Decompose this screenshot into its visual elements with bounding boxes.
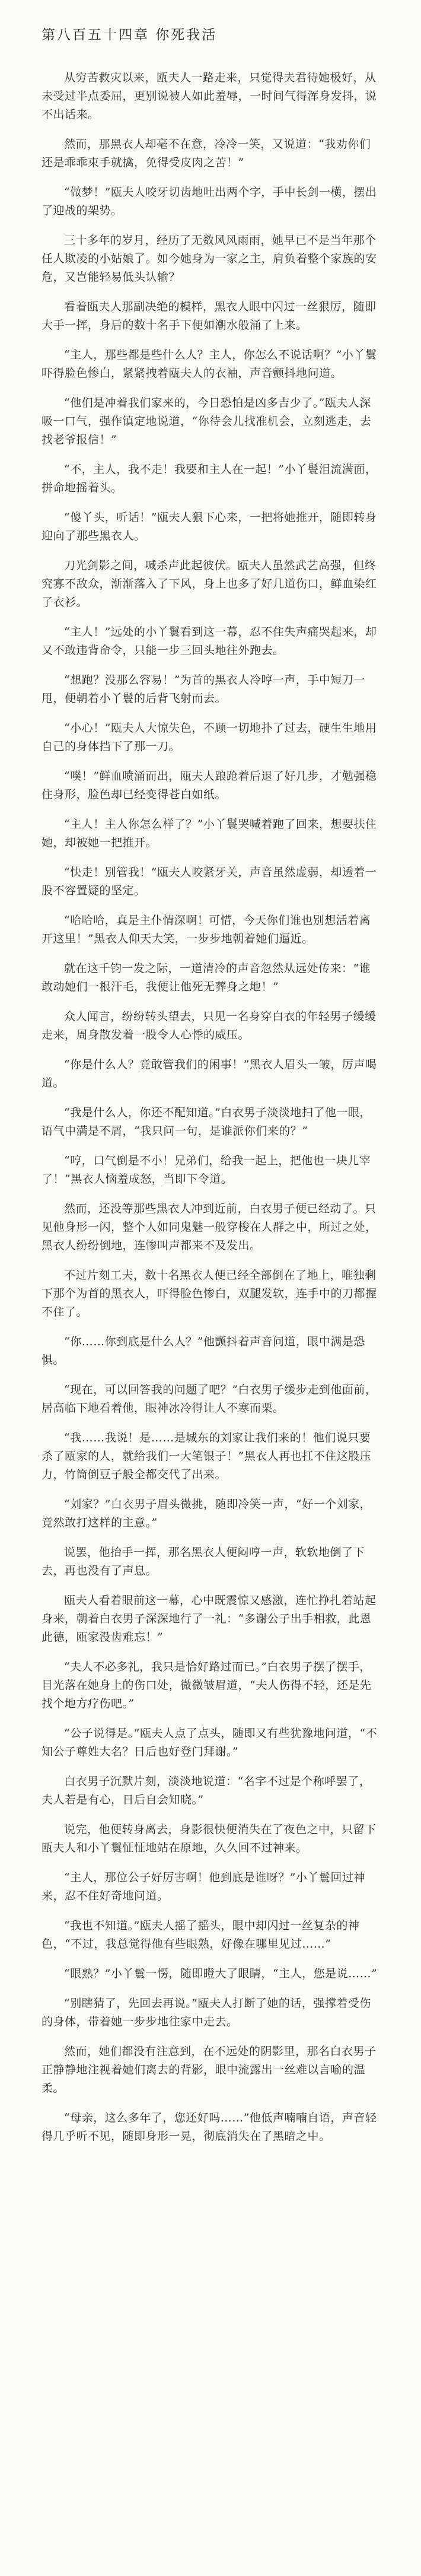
chapter-paragraph: 然而，那黑衣人却毫不在意，冷冷一笑，又说道：“我劝你们还是乖乖束手就擒，免得受皮肉之苦！”: [42, 138, 371, 169]
chapter-paragraph: “我……我说！是……是城东的刘家让我们来的！他们说只要杀了瓯家的人，就给我们一大笔银子！”黑衣人再也扛不住这股压力，竹筒倒豆子般全都交代了出来。: [42, 1431, 372, 1481]
chapter-paragraph: 说罢，他抬手一挥，那名黑衣人便闷哼一声，软软地倒了下去，再也没有了声息。: [42, 1546, 365, 1577]
chapter-paragraph: “想跑？没那么容易！”为首的黑衣人冷哼一声，手中短刀一甩，便朝着小丫鬟的后背飞射而去。: [42, 674, 365, 705]
chapter-paragraph: 三十多年的岁月，经历了无数风风雨雨，她早已不是当年那个任人欺凌的小姑娘了。如今她身为一家之主，肩负着整个家族的安危，又岂能轻易低头认输？: [42, 234, 377, 284]
chapter-paragraph: “公子说得是。”瓯夫人点了点头，随即又有些犹豫地问道，“不知公子尊姓大名？日后也好登门拜谢。”: [42, 1727, 378, 1758]
chapter-paragraph: “快走！别管我！”瓯夫人咬紧牙关，声音虽然虚弱，却透着一股不容置疑的坚定。: [42, 866, 377, 897]
chapter-paragraph: 看着瓯夫人那副决绝的模样，黑衣人眼中闪过一丝狠厉，随即大手一挥，身后的数十名手下便如潮水般涌了上来。: [42, 300, 377, 332]
chapter-paragraph: “主人，那些都是些什么人？主人，你怎么不说话啊？”小丫鬟吓得脸色惨白，紧紧拽着瓯夫人的衣袖，声音颤抖地问道。: [42, 348, 377, 380]
chapter-paragraph: 从穷苦救灾以来，瓯夫人一路走来，只觉得夫君待她极好，从未受过半点委屈，更别说被人如此羞辱，一时间气得浑身发抖，说不出话来。: [42, 71, 377, 121]
chapter-body: [42, 69, 379, 2146]
chapter-paragraph: “他们是冲着我们家来的，今日恐怕是凶多吉少了。”瓯夫人深吸一口气，强作镇定地说道，“你待会儿找准机会，立刻逃走，去找老爷报信！”: [42, 396, 372, 446]
chapter-paragraph: “主人，那位公子好厉害啊！他到底是谁呀？”小丫鬟回过神来，忍不住好奇地问道。: [42, 1871, 365, 1902]
chapter-paragraph: 说完，他便转身离去，身影很快便消失在了夜色之中，只留下瓯夫人和小丫鬟怔怔地站在原地，久久回不过神来。: [42, 1823, 377, 1854]
chapter-paragraph: 瓯夫人看着眼前这一幕，心中既震惊又感激，连忙挣扎着站起身来，朝着白衣男子深深地行了一礼：“多谢公子出手相救，此恩此德，瓯家没齿难忘！”: [42, 1594, 377, 1644]
chapter-paragraph: “小心！”瓯夫人大惊失色，不顾一切地扑了过去，硬生生地用自己的身体挡下了那一刀。: [42, 722, 377, 753]
chapter-title: 第八百五十四章 你死我活: [42, 27, 218, 43]
chapter-paragraph: “我也不知道。”瓯夫人摇了摇头，眼中却闪过一丝复杂的神色，“不过，我总觉得他有些眼熟，好像在哪里见过……”: [42, 1919, 360, 1951]
chapter-paragraph: “不，主人，我不走！我要和主人在一起！”小丫鬟泪流满面，拼命地摇着头。: [42, 463, 377, 494]
chapter-paragraph: 刀光剑影之间，喊杀声此起彼伏。瓯夫人虽然武艺高强，但终究寡不敌众，渐渐落入了下风，身上也多了好几道伤口，鲜血染红了衣衫。: [42, 559, 377, 609]
chapter-paragraph: “你是什么人？竟敢管我们的闲事！”黑衣人眉头一皱，厉声喝道。: [42, 1058, 377, 1090]
chapter-paragraph: “别瞎猜了，先回去再说。”瓯夫人打断了她的话，强撑着受伤的身体，带着她一步步地往家中走去。: [42, 1997, 371, 2028]
chapter-paragraph: “做梦！”瓯夫人咬牙切齿地吐出两个字，手中长剑一横，摆出了迎战的架势。: [42, 186, 377, 217]
chapter-paragraph: “母亲，这么多年了，您还好吗……”他低声喃喃自语，声音轻得几乎听不见，随即身形一晃，彻底消失在了黑暗之中。: [42, 2111, 377, 2143]
chapter-paragraph: “现在，可以回答我的问题了吧？”白衣男子缓步走到他面前，居高临下地看着他，眼神冰冷得让人不寒而栗。: [42, 1383, 377, 1415]
chapter-paragraph: “刘家？”白衣男子眉头微挑，随即冷笑一声，“好一个刘家，竟然敢打这样的主意。”: [42, 1498, 372, 1529]
chapter-paragraph: “主人！”远处的小丫鬟看到这一幕，忍不住失声痛哭起来，却又不敢违背命令，只能一步三回头地往外跑去。: [42, 625, 377, 657]
chapter-paragraph: 众人闻言，纷纷转头望去，只见一名身穿白衣的年轻男子缓缓走来，周身散发着一股令人心悸的威压。: [42, 1010, 377, 1041]
chapter-paragraph: “噗！”鲜血喷涌而出，瓯夫人踉跄着后退了好几步，才勉强稳住身形，脸色却已经变得苍白如纸。: [42, 770, 377, 801]
chapter-paragraph: “你……你到底是什么人？”他颤抖着声音问道，眼中满是恐惧。: [42, 1335, 365, 1367]
chapter-paragraph: “哈哈哈，真是主仆情深啊！可惜，今天你们谁也别想活着离开这里！”黑衣人仰天大笑，一步步地朝着她们逼近。: [42, 914, 371, 945]
chapter-paragraph: 不过片刻工夫，数十名黑衣人便已经全部倒在了地上，唯独剩下那个为首的黑衣人，吓得脸色惨白，双腿发软，连手中的刀都握不住了。: [42, 1269, 377, 1319]
chapter-paragraph: “我是什么人，你还不配知道。”白衣男子淡淡地扫了他一眼，语气中满是不屑，“我只问一句，是谁派你们来的？”: [42, 1106, 371, 1138]
chapter-paragraph: “傻丫头，听话！”瓯夫人狠下心来，一把将她推开，随即转身迎向了那些黑衣人。: [42, 511, 377, 542]
chapter-paragraph: 然而，还没等那些黑衣人冲到近前，白衣男子便已经动了。只见他身形一闪，整个人如同鬼魅一般穿梭在人群之中，所过之处，黑衣人纷纷倒地，连惨叫声都来不及发出。: [42, 1202, 377, 1252]
chapter-paragraph: 白衣男子沉默片刻，淡淡地说道：“名字不过是个称呼罢了，夫人若是有心，日后自会知晓。”: [42, 1775, 371, 1806]
chapter-paragraph: “夫人不必多礼，我只是恰好路过而已。”白衣男子摆了摆手，目光落在她身上的伤口处，微微皱眉道，“夫人伤得不轻，还是先找个地方疗伤吧。”: [42, 1660, 372, 1710]
chapter-paragraph: “主人！主人你怎么样了？”小丫鬟哭喊着跑了回来，想要扶住她，却被她一把推开。: [42, 818, 377, 849]
chapter-paragraph: 就在这千钧一发之际，一道清冷的声音忽然从远处传来：“谁敢动她们一根汗毛，我便让他死无葬身之地！”: [42, 962, 371, 993]
chapter-paragraph: “哼，口气倒是不小！兄弟们，给我一起上，把他也一块儿宰了！”黑衣人恼羞成怒，当即下令道。: [42, 1154, 371, 1186]
chapter-paragraph: “眼熟？”小丫鬟一愣，随即瞪大了眼睛，“主人，您是说……”: [64, 1967, 378, 1980]
chapter-paragraph: 然而，她们都没有注意到，在不远处的阴影里，那名白衣男子正静静地注视着她们离去的背影，眼中流露出一丝难以言喻的温柔。: [42, 2045, 377, 2095]
